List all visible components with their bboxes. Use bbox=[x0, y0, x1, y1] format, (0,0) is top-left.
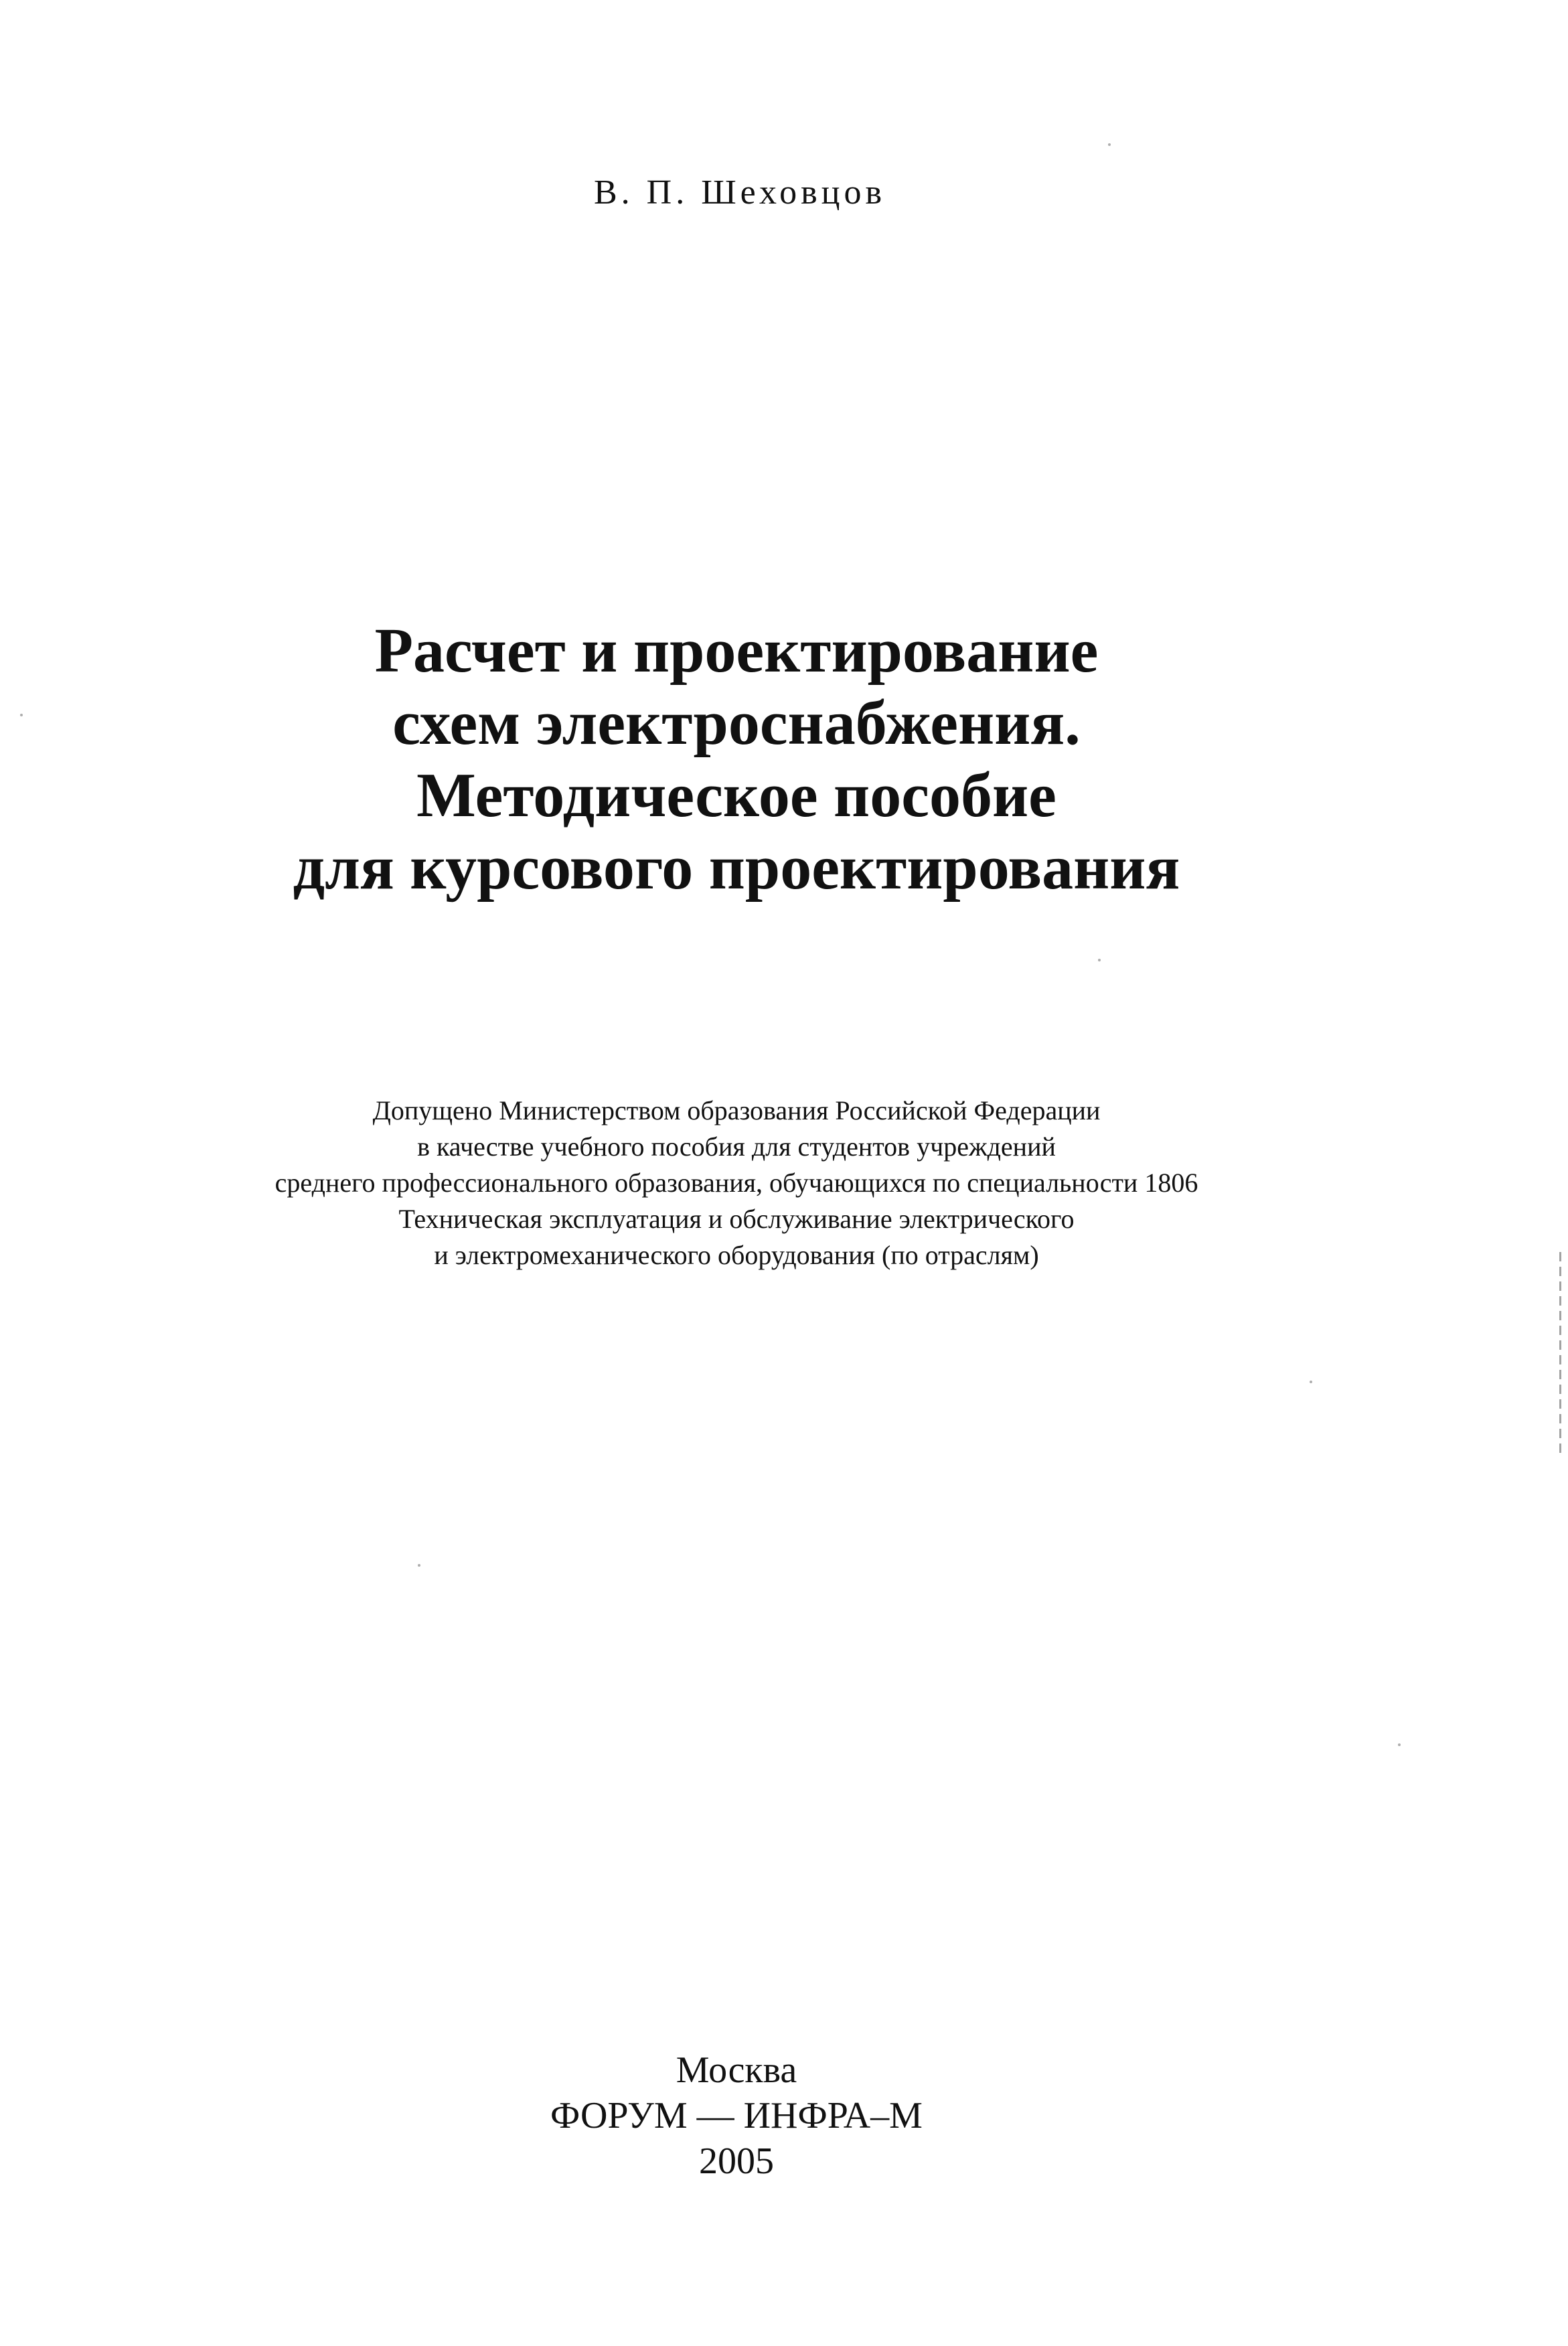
book-title bbox=[0, 615, 1473, 904]
scan-speck bbox=[418, 1564, 420, 1567]
imprint bbox=[0, 2047, 1473, 2184]
approval-line: в качестве учебного пособия для студентов учреждений bbox=[417, 1131, 1056, 1162]
imprint-city: Москва bbox=[676, 2049, 797, 2091]
title-line: схем электроснабжения. bbox=[392, 688, 1081, 758]
scan-speck bbox=[1310, 1381, 1312, 1383]
imprint-year: 2005 bbox=[699, 2140, 774, 2182]
approval-statement bbox=[0, 1093, 1473, 1273]
scan-speck bbox=[1398, 1743, 1401, 1746]
scan-speck bbox=[1098, 959, 1101, 961]
imprint-publisher: ФОРУМ — ИНФРА–М bbox=[550, 2095, 923, 2136]
approval-line: и электромеханического оборудования (по отраслям) bbox=[434, 1240, 1039, 1270]
author-name: В. П. Шеховцов bbox=[593, 173, 886, 212]
approval-line: Техническая эксплуатация и обслуживание электрического bbox=[398, 1204, 1075, 1234]
scan-speck bbox=[20, 714, 23, 716]
scan-speck bbox=[1108, 143, 1111, 146]
approval-line: среднего профессионального образования, обучающихся по специальности 1806 bbox=[275, 1168, 1198, 1198]
title-line: Расчет и проектирование bbox=[374, 616, 1099, 686]
scan-edge-artifact bbox=[1559, 1252, 1561, 1453]
title-line: Методическое пособие bbox=[416, 761, 1056, 830]
approval-line: Допущено Министерством образования Российской Федерации bbox=[372, 1095, 1101, 1125]
title-line: для курсового проектирования bbox=[293, 833, 1180, 903]
